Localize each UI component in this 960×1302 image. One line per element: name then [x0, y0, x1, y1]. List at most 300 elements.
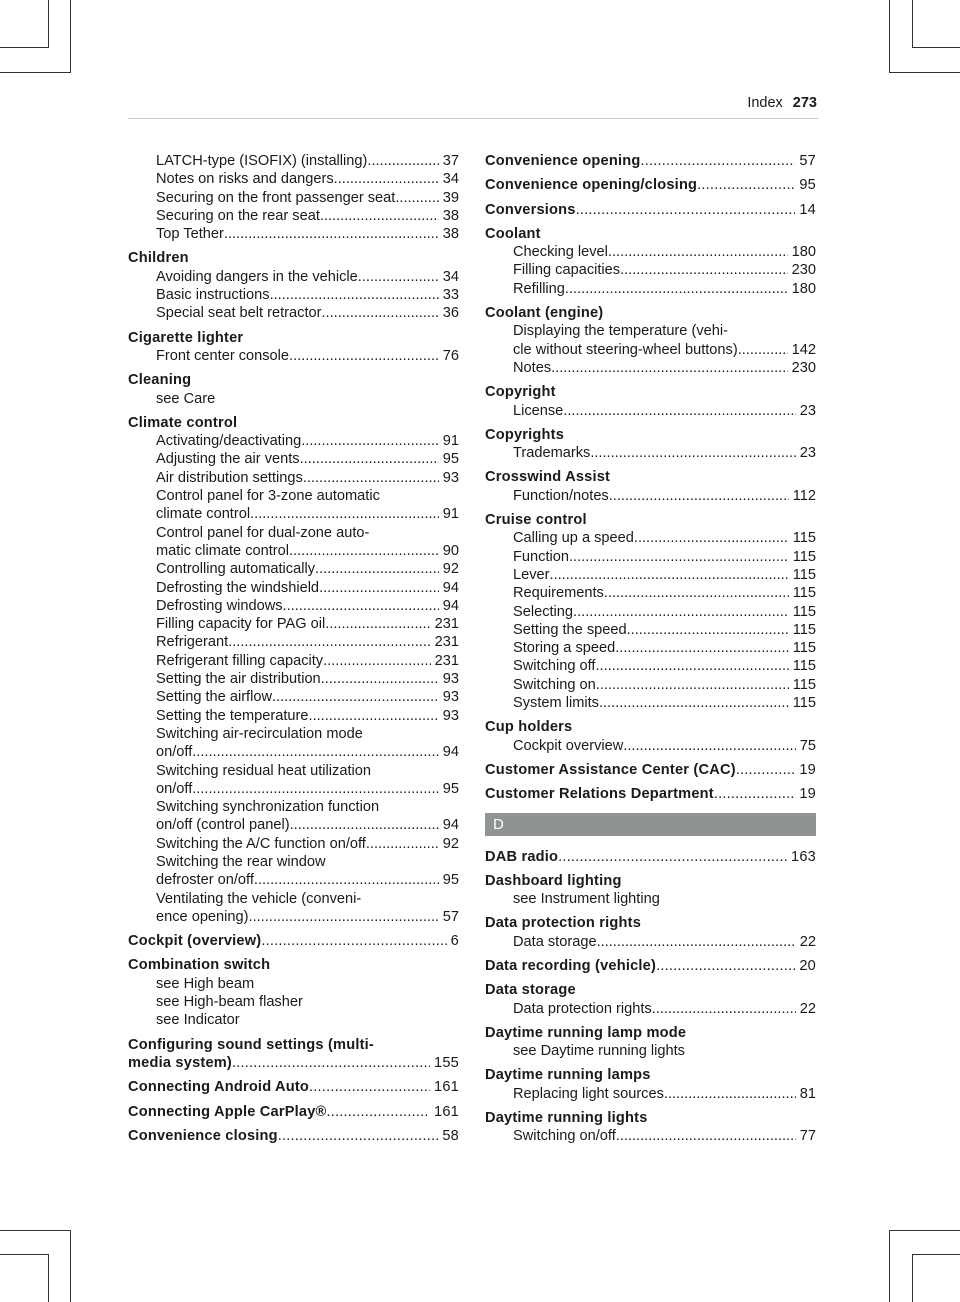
- dot-leader: [270, 286, 439, 304]
- page-reference: 115: [792, 548, 816, 565]
- entry-text: DAB radio: [485, 848, 559, 865]
- page-reference: 94: [442, 744, 459, 761]
- crop-mark: [889, 1230, 960, 1231]
- entry-text: License: [513, 402, 564, 419]
- index-subentry: [485, 566, 816, 584]
- entry-text: Refrigerant filling capacity: [156, 652, 324, 669]
- page-reference: 23: [799, 445, 816, 462]
- dot-leader: [558, 848, 787, 866]
- index-entry: [485, 981, 816, 1018]
- index-subentry: [128, 835, 459, 853]
- page-reference: 115: [792, 640, 816, 657]
- page-reference: 36: [442, 305, 459, 322]
- dot-leader: [289, 542, 439, 560]
- page-reference: 37: [442, 153, 459, 169]
- crop-mark: [912, 1254, 913, 1302]
- index-main-term: Copyrights: [485, 426, 565, 443]
- crop-mark: [0, 72, 71, 73]
- entry-text: Calling up a speed: [513, 530, 634, 547]
- entry-text: System limits: [513, 695, 599, 712]
- entry-text: Switching off: [513, 658, 596, 675]
- entry-text: Function/notes: [513, 487, 609, 504]
- index-main-term: [485, 957, 816, 975]
- index-entry: [128, 1036, 459, 1073]
- entry-text: Securing on the rear seat: [156, 207, 320, 224]
- index-subentry: [128, 505, 459, 523]
- entry-text: Conversions: [485, 201, 576, 218]
- entry-text: LATCH-type (ISOFIX) (installing): [156, 153, 368, 169]
- dot-leader: [590, 444, 795, 462]
- index-entry: [485, 201, 816, 219]
- page-reference: 91: [442, 506, 459, 523]
- index-main-term: Climate control: [128, 414, 238, 431]
- page-reference: 34: [442, 268, 459, 285]
- index-main-term: Data storage: [485, 982, 576, 999]
- dot-leader: [250, 505, 439, 523]
- dot-leader: [192, 743, 439, 761]
- index-subentry: Ventilating the vehicle (conveni-: [156, 890, 362, 907]
- page-reference: 76: [442, 347, 459, 364]
- dot-leader: [272, 688, 439, 706]
- page-reference: 93: [442, 469, 459, 486]
- index-subentry: [485, 621, 816, 639]
- dot-leader: [326, 1103, 430, 1121]
- index-subentry: [128, 597, 459, 615]
- dot-leader: [315, 560, 439, 578]
- dot-leader: [254, 871, 439, 889]
- index-subentry: [485, 402, 816, 420]
- index-subentry: [485, 933, 816, 951]
- entry-text: Setting the speed: [513, 621, 627, 638]
- page-reference: 39: [442, 189, 459, 206]
- index-subentry: [485, 243, 816, 261]
- crop-mark: [912, 0, 913, 48]
- page-reference: 20: [799, 957, 816, 974]
- entry-text: Notes: [513, 359, 552, 376]
- page-reference: 115: [792, 566, 816, 583]
- index-main-term: [485, 152, 816, 170]
- page-reference: 230: [791, 359, 816, 376]
- entry-text: Avoiding dangers in the vehicle: [156, 268, 358, 285]
- crop-mark: [0, 1230, 71, 1231]
- page-reference: 115: [792, 603, 816, 620]
- dot-leader: [323, 652, 431, 670]
- entry-text: Refrigerant: [156, 634, 229, 651]
- index-main-term: Daytime running lamp mode: [485, 1024, 687, 1041]
- entry-text: climate control: [156, 506, 251, 523]
- index-main-term: Daytime running lamps: [485, 1067, 651, 1084]
- page-reference: 33: [442, 287, 459, 304]
- index-entry: [485, 176, 816, 194]
- entry-text: Filling capacity for PAG oil: [156, 616, 326, 633]
- dot-leader: [656, 957, 795, 975]
- index-subentry: Switching residual heat utilization: [156, 762, 371, 779]
- entry-text: Controlling automatically: [156, 561, 315, 578]
- dot-leader: [576, 201, 796, 219]
- dot-leader: [321, 304, 438, 322]
- index-subentry: [128, 207, 459, 225]
- entry-text: ence opening): [156, 908, 249, 925]
- index-subentry: [128, 432, 459, 450]
- index-entry: [485, 152, 816, 170]
- index-entry: [485, 761, 816, 779]
- crop-mark: [48, 0, 49, 48]
- dot-leader: [608, 243, 788, 261]
- section-header: D: [485, 813, 816, 836]
- index-subentry: [128, 707, 459, 725]
- index-subentry: [128, 170, 459, 188]
- dot-leader: [289, 347, 439, 365]
- index-entry: [485, 426, 816, 463]
- index-subentry: [485, 737, 816, 755]
- index-entry: [128, 371, 459, 408]
- index-subentry: Control panel for 3-zone automatic: [156, 488, 380, 505]
- dot-leader: [563, 402, 795, 420]
- index-subentry: [128, 615, 459, 633]
- page-reference: 95: [442, 780, 459, 797]
- dot-leader: [569, 548, 789, 566]
- index-entry: [128, 932, 459, 950]
- index-subentry: Switching synchronization function: [156, 799, 380, 816]
- index-main-term: Coolant (engine): [485, 305, 604, 322]
- index-main-term: [128, 1127, 459, 1145]
- dot-leader: [249, 908, 439, 926]
- page-reference: 231: [434, 652, 459, 669]
- index-entry: [128, 1078, 459, 1096]
- page-reference: 57: [442, 908, 459, 925]
- index-main-term: Dashboard lighting: [485, 872, 622, 889]
- page-reference: 115: [792, 658, 816, 675]
- entry-text: Defrosting the windshield: [156, 579, 320, 596]
- crop-mark: [0, 1254, 48, 1255]
- dot-leader: [697, 176, 795, 194]
- dot-leader: [550, 566, 789, 584]
- index-subentry: [485, 694, 816, 712]
- index-subentry: [485, 261, 816, 279]
- index-subentry: [485, 639, 816, 657]
- dot-leader: [278, 1127, 439, 1145]
- entry-text: Notes on risks and dangers: [156, 171, 334, 188]
- dot-leader: [627, 621, 789, 639]
- page-reference: 75: [799, 737, 816, 754]
- page-reference: 34: [442, 171, 459, 188]
- index-subentry: [128, 542, 459, 560]
- index-main-term: Coolant: [485, 225, 541, 242]
- page-reference: 38: [442, 226, 459, 243]
- page-reference: 95: [799, 177, 816, 194]
- entry-text: on/off: [156, 780, 193, 797]
- index-entry: [485, 383, 816, 420]
- index-subentry: [128, 688, 459, 706]
- index-subentry: [128, 633, 459, 651]
- index-entry: [485, 1066, 816, 1103]
- index-subentry: [485, 529, 816, 547]
- entry-text: Cockpit overview: [513, 737, 624, 754]
- entry-text: Data protection rights: [513, 1000, 652, 1017]
- entry-text: Air distribution settings: [156, 469, 303, 486]
- index-subentry: Switching air-recirculation mode: [156, 725, 363, 742]
- dot-leader: [334, 170, 439, 188]
- index-main-term: Crosswind Assist: [485, 469, 611, 486]
- entry-text: Basic instructions: [156, 287, 270, 304]
- page-reference: 93: [442, 689, 459, 706]
- entry-text: Securing on the front passenger seat: [156, 189, 396, 206]
- dot-leader: [358, 268, 439, 286]
- index-main-term: [485, 761, 816, 779]
- page-header: [747, 95, 817, 111]
- page-reference: 22: [799, 1000, 816, 1017]
- entry-text: Cockpit (overview): [128, 933, 262, 950]
- dot-leader: [395, 189, 438, 207]
- dot-leader: [738, 341, 788, 359]
- entry-text: Storing a speed: [513, 640, 616, 657]
- entry-text: Convenience opening: [485, 153, 641, 169]
- page-reference: 163: [791, 848, 816, 865]
- page-reference: 92: [442, 561, 459, 578]
- dot-leader: [615, 639, 789, 657]
- index-entry: [485, 511, 816, 712]
- dot-leader: [623, 737, 795, 755]
- index-entry: [128, 414, 459, 926]
- page-reference: 14: [799, 201, 816, 218]
- dot-leader: [232, 1054, 430, 1072]
- index-subentry: [128, 579, 459, 597]
- entry-text: Connecting Apple CarPlay®: [128, 1103, 327, 1120]
- index-entry: [485, 872, 816, 909]
- entry-text: Switching on: [513, 676, 596, 693]
- dot-leader: [565, 280, 788, 298]
- crop-mark: [70, 1230, 71, 1302]
- index-subentry: Control panel for dual-zone auto-: [156, 524, 370, 541]
- entry-text: defroster on/off: [156, 872, 254, 889]
- index-entry: [485, 225, 816, 298]
- index-subentry: see Instrument lighting: [513, 891, 660, 908]
- dot-leader: [320, 207, 439, 225]
- index-subentry: see Care: [156, 390, 216, 407]
- index-subentry: [485, 444, 816, 462]
- index-main-term: Combination switch: [128, 957, 271, 974]
- page-number: 273: [792, 95, 817, 111]
- page-reference: 180: [791, 244, 816, 261]
- page-reference: 94: [442, 579, 459, 596]
- page-reference: 19: [799, 761, 816, 778]
- header-rule: [128, 118, 818, 119]
- page-reference: 91: [442, 433, 459, 450]
- index-entry: [485, 848, 816, 866]
- dot-leader: [319, 579, 439, 597]
- page-reference: 230: [791, 262, 816, 279]
- dot-leader: [290, 816, 439, 834]
- entry-text: Requirements: [513, 585, 604, 602]
- dot-leader: [573, 603, 789, 621]
- index-entry: [128, 249, 459, 322]
- index-main-term: [485, 176, 816, 194]
- page-reference: 94: [442, 597, 459, 614]
- crop-mark: [912, 1254, 960, 1255]
- entry-text: Customer Assistance Center (CAC): [485, 761, 736, 778]
- page-reference: 93: [442, 671, 459, 688]
- entry-text: Refilling: [513, 280, 565, 297]
- page-reference: 95: [442, 872, 459, 889]
- dot-leader: [620, 261, 788, 279]
- dot-leader: [634, 529, 789, 547]
- index-main-term: Cleaning: [128, 372, 192, 389]
- entry-text: Data storage: [513, 933, 597, 950]
- crop-mark: [889, 72, 960, 73]
- index-subentry: [128, 560, 459, 578]
- index-main-term: Cruise control: [485, 512, 587, 529]
- index-entry: [128, 152, 459, 243]
- page-reference: 115: [792, 695, 816, 712]
- index-entry: [485, 1109, 816, 1146]
- index-subentry: [128, 670, 459, 688]
- entry-text: Replacing light sources: [513, 1085, 664, 1102]
- index-subentry: [128, 347, 459, 365]
- index-subentry: [128, 304, 459, 322]
- index-entry: [128, 1127, 459, 1145]
- page-reference: 38: [442, 207, 459, 224]
- index-main-term: [128, 1103, 459, 1121]
- index-subentry: [128, 469, 459, 487]
- page-reference: 161: [434, 1079, 459, 1096]
- entry-text: Convenience opening/closing: [485, 177, 698, 194]
- entry-text: Setting the airflow: [156, 689, 273, 706]
- page-reference: 115: [792, 676, 816, 693]
- entry-text: Customer Relations Department: [485, 786, 714, 803]
- entry-text: on/off (control panel): [156, 817, 290, 834]
- index-subentry: see High-beam flasher: [156, 994, 303, 1011]
- dot-leader: [192, 780, 439, 798]
- dot-leader: [616, 1127, 796, 1145]
- crop-mark: [70, 0, 71, 72]
- page-reference: 95: [442, 451, 459, 468]
- dot-leader: [599, 694, 789, 712]
- entry-text: Defrosting windows: [156, 597, 283, 614]
- entry-text: media system): [128, 1054, 232, 1071]
- index-entry: [485, 785, 816, 803]
- entry-text: Checking level: [513, 244, 608, 261]
- entry-text: Selecting: [513, 603, 574, 620]
- dot-leader: [736, 761, 796, 779]
- dot-leader: [321, 670, 439, 688]
- dot-leader: [261, 932, 446, 950]
- entry-text: Data recording (vehicle): [485, 957, 657, 974]
- index-main-term: [128, 1078, 459, 1096]
- index-main-term: [128, 1054, 459, 1072]
- crop-mark: [48, 1254, 49, 1302]
- index-main-term: [485, 785, 816, 803]
- index-subentry: [128, 189, 459, 207]
- index-entry: [485, 957, 816, 975]
- entry-text: matic climate control: [156, 542, 290, 559]
- index-main-term: [485, 201, 816, 219]
- index-subentry: [128, 225, 459, 243]
- dot-leader: [609, 487, 789, 505]
- entry-text: Setting the temperature: [156, 707, 309, 724]
- entry-text: Function: [513, 548, 569, 565]
- index-subentry: Displaying the temperature (vehi-: [513, 323, 728, 340]
- index-main-term: [128, 932, 459, 950]
- entry-text: Activating/deactivating: [156, 433, 302, 450]
- entry-text: Connecting Android Auto: [128, 1079, 310, 1096]
- index-subentry: [128, 780, 459, 798]
- index-main-term: Configuring sound settings (multi-: [128, 1036, 374, 1053]
- index-entry: [485, 1024, 816, 1061]
- entry-text: Special seat belt retractor: [156, 305, 322, 322]
- entry-text: Top Tether: [156, 226, 224, 243]
- dot-leader: [366, 835, 439, 853]
- index-subentry: [485, 1127, 816, 1145]
- index-subentry: see Indicator: [156, 1012, 240, 1029]
- index-subentry: [128, 908, 459, 926]
- index-subentry: [128, 743, 459, 761]
- dot-leader: [604, 584, 789, 602]
- index-subentry: see High beam: [156, 975, 255, 992]
- index-subentry: [485, 603, 816, 621]
- crop-mark: [912, 47, 960, 48]
- index-subentry: [485, 487, 816, 505]
- index-subentry: [485, 548, 816, 566]
- page-reference: 93: [442, 707, 459, 724]
- index-column-right: [485, 152, 816, 1152]
- index-subentry: [128, 816, 459, 834]
- dot-leader: [300, 450, 439, 468]
- index-subentry: [485, 657, 816, 675]
- index-entry: [485, 718, 816, 755]
- dot-leader: [640, 152, 795, 170]
- index-subentry: [128, 268, 459, 286]
- index-subentry: [485, 676, 816, 694]
- dot-leader: [595, 657, 788, 675]
- dot-leader: [714, 785, 796, 803]
- index-main-term: Children: [128, 250, 189, 267]
- entry-text: Adjusting the air vents: [156, 451, 300, 468]
- dot-leader: [652, 1000, 796, 1018]
- index-subentry: [128, 871, 459, 889]
- dot-leader: [224, 225, 439, 243]
- dot-leader: [283, 597, 439, 615]
- index-main-term: Cigarette lighter: [128, 329, 244, 346]
- entry-text: on/off: [156, 744, 193, 761]
- page-reference: 115: [792, 530, 816, 547]
- index-main-term: Daytime running lights: [485, 1110, 648, 1127]
- index-main-term: Cup holders: [485, 719, 573, 736]
- index-subentry: [485, 584, 816, 602]
- entry-text: Switching on/off: [513, 1128, 616, 1145]
- page-reference: 94: [442, 817, 459, 834]
- page-reference: 90: [442, 542, 459, 559]
- index-subentry: [485, 1000, 816, 1018]
- page-reference: 231: [434, 616, 459, 633]
- index-main-term: Copyright: [485, 384, 556, 401]
- index-subentry: [485, 359, 816, 377]
- entry-text: Lever: [513, 566, 550, 583]
- crop-mark: [889, 1230, 890, 1302]
- page-reference: 115: [792, 621, 816, 638]
- page-reference: 58: [442, 1127, 459, 1144]
- dot-leader: [309, 707, 439, 725]
- dot-leader: [309, 1078, 430, 1096]
- page-reference: 142: [791, 341, 816, 358]
- crop-mark: [889, 0, 890, 72]
- page-reference: 22: [799, 933, 816, 950]
- dot-leader: [325, 615, 430, 633]
- index-subentry: [128, 450, 459, 468]
- dot-leader: [596, 676, 789, 694]
- page-reference: 231: [434, 634, 459, 651]
- dot-leader: [367, 152, 438, 170]
- entry-text: Trademarks: [513, 445, 591, 462]
